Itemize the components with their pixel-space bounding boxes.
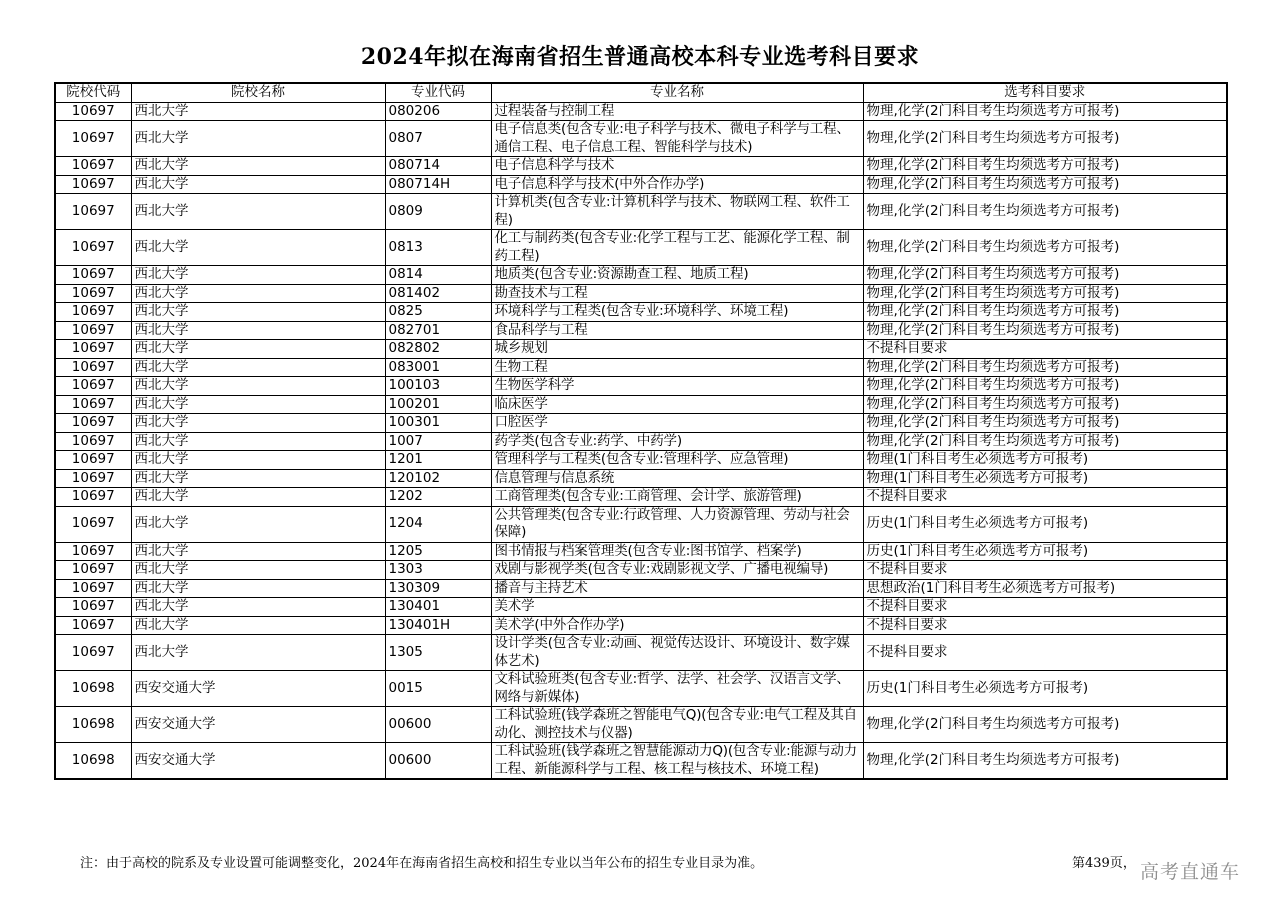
major-name-cell: 食品科学与工程: [491, 321, 863, 340]
subject-requirement-cell: 物理,化学(2门科目考生均须选考方可报考): [863, 377, 1227, 396]
major-name-cell: 电子信息科学与技术: [491, 157, 863, 176]
school-name-cell: 西北大学: [131, 616, 385, 635]
major-name-cell: 过程装备与控制工程: [491, 102, 863, 121]
table-body: [55, 102, 1227, 779]
subject-requirement-cell: 物理,化学(2门科目考生均须选考方可报考): [863, 303, 1227, 322]
school-code-cell: 10697: [55, 506, 131, 542]
school-code-cell: 10697: [55, 303, 131, 322]
major-name-cell: 文科试验班类(包含专业:哲学、法学、社会学、汉语言文学、网络与新媒体): [491, 671, 863, 707]
table-row: [55, 284, 1227, 303]
school-name-cell: 西北大学: [131, 414, 385, 433]
school-code-cell: 10697: [55, 542, 131, 561]
major-code-cell: 0015: [385, 671, 491, 707]
school-code-cell: 10697: [55, 414, 131, 433]
major-code-cell: 00600: [385, 743, 491, 780]
table-row: [55, 321, 1227, 340]
major-code-cell: 080714: [385, 157, 491, 176]
school-name-cell: 西北大学: [131, 579, 385, 598]
school-name-cell: 西北大学: [131, 451, 385, 470]
page-title: 2024年拟在海南省招生普通高校本科专业选考科目要求: [360, 44, 920, 70]
subject-requirement-cell: 物理,化学(2门科目考生均须选考方可报考): [863, 102, 1227, 121]
school-name-cell: 西北大学: [131, 194, 385, 230]
school-code-cell: 10697: [55, 488, 131, 507]
major-name-cell: 生物医学科学: [491, 377, 863, 396]
major-code-cell: 130401: [385, 598, 491, 617]
table-row: [55, 707, 1227, 743]
major-name-cell: 工商管理类(包含专业:工商管理、会计学、旅游管理): [491, 488, 863, 507]
table-row: [55, 102, 1227, 121]
school-code-cell: 10697: [55, 340, 131, 359]
major-code-cell: 081402: [385, 284, 491, 303]
subject-requirement-cell: 思想政治(1门科目考生必须选考方可报考): [863, 579, 1227, 598]
table-row: [55, 671, 1227, 707]
table-row: [55, 488, 1227, 507]
school-code-cell: 10697: [55, 395, 131, 414]
school-name-cell: 西北大学: [131, 175, 385, 194]
subject-requirement-cell: 不提科目要求: [863, 635, 1227, 671]
major-name-cell: 图书情报与档案管理类(包含专业:图书馆学、档案学): [491, 542, 863, 561]
page-number: 第439页，: [1072, 856, 1136, 871]
major-name-cell: 勘查技术与工程: [491, 284, 863, 303]
header-school-name: 院校名称: [131, 83, 385, 102]
table-row: [55, 230, 1227, 266]
major-code-cell: 120102: [385, 469, 491, 488]
header-subject-requirement: 选考科目要求: [863, 83, 1227, 102]
school-code-cell: 10698: [55, 671, 131, 707]
major-code-cell: 100301: [385, 414, 491, 433]
school-name-cell: 西北大学: [131, 303, 385, 322]
school-code-cell: 10697: [55, 377, 131, 396]
school-code-cell: 10698: [55, 707, 131, 743]
subject-requirement-cell: 历史(1门科目考生必须选考方可报考): [863, 671, 1227, 707]
table-row: [55, 157, 1227, 176]
subject-requirement-cell: 不提科目要求: [863, 561, 1227, 580]
school-name-cell: 西北大学: [131, 506, 385, 542]
school-code-cell: 10697: [55, 266, 131, 285]
school-code-cell: 10697: [55, 579, 131, 598]
major-code-cell: 080206: [385, 102, 491, 121]
subject-requirement-cell: 物理(1门科目考生必须选考方可报考): [863, 451, 1227, 470]
major-name-cell: 地质类(包含专业:资源勘查工程、地质工程): [491, 266, 863, 285]
subject-requirement-cell: 物理(1门科目考生必须选考方可报考): [863, 469, 1227, 488]
major-code-cell: 00600: [385, 707, 491, 743]
major-code-cell: 1204: [385, 506, 491, 542]
subject-requirement-cell: 不提科目要求: [863, 598, 1227, 617]
table-row: [55, 303, 1227, 322]
school-code-cell: 10697: [55, 102, 131, 121]
major-name-cell: 临床医学: [491, 395, 863, 414]
major-name-cell: 城乡规划: [491, 340, 863, 359]
major-name-cell: 设计学类(包含专业:动画、视觉传达设计、环境设计、数字媒体艺术): [491, 635, 863, 671]
table-row: [55, 194, 1227, 230]
major-code-cell: 100201: [385, 395, 491, 414]
school-name-cell: 西北大学: [131, 561, 385, 580]
school-code-cell: 10697: [55, 469, 131, 488]
school-code-cell: 10697: [55, 175, 131, 194]
subject-requirement-cell: 物理,化学(2门科目考生均须选考方可报考): [863, 321, 1227, 340]
major-code-cell: 080714H: [385, 175, 491, 194]
table-row: [55, 598, 1227, 617]
table-row: [55, 414, 1227, 433]
school-code-cell: 10697: [55, 284, 131, 303]
table-row: [55, 451, 1227, 470]
major-code-cell: 0807: [385, 121, 491, 157]
major-code-cell: 1205: [385, 542, 491, 561]
major-name-cell: 工科试验班(钱学森班之智慧能源动力Q)(包含专业:能源与动力工程、新能源科学与工程、核工程与核技术、环境工程): [491, 743, 863, 780]
school-name-cell: 西北大学: [131, 598, 385, 617]
school-name-cell: 西北大学: [131, 377, 385, 396]
school-name-cell: 西安交通大学: [131, 671, 385, 707]
school-code-cell: 10698: [55, 743, 131, 780]
major-code-cell: 082802: [385, 340, 491, 359]
school-name-cell: 西北大学: [131, 469, 385, 488]
table-row: [55, 542, 1227, 561]
major-code-cell: 0814: [385, 266, 491, 285]
major-code-cell: 130309: [385, 579, 491, 598]
table-row: [55, 432, 1227, 451]
subject-requirement-cell: 物理,化学(2门科目考生均须选考方可报考): [863, 157, 1227, 176]
header-major-name: 专业名称: [491, 83, 863, 102]
major-code-cell: 0809: [385, 194, 491, 230]
school-code-cell: 10697: [55, 194, 131, 230]
school-code-cell: 10697: [55, 230, 131, 266]
school-name-cell: 西北大学: [131, 340, 385, 359]
major-code-cell: 1201: [385, 451, 491, 470]
header-major-code: 专业代码: [385, 83, 491, 102]
subject-requirement-cell: 物理,化学(2门科目考生均须选考方可报考): [863, 414, 1227, 433]
footnote: 注：由于高校的院系及专业设置可能调整变化，2024年在海南省招生高校和招生专业以当年公布的招生专业目录为准。: [80, 856, 764, 871]
school-name-cell: 西北大学: [131, 432, 385, 451]
header-row: [55, 83, 1227, 102]
table-row: [55, 340, 1227, 359]
table-row: [55, 469, 1227, 488]
school-name-cell: 西安交通大学: [131, 743, 385, 780]
requirements-table: [54, 82, 1228, 780]
major-name-cell: 美术学(中外合作办学): [491, 616, 863, 635]
major-code-cell: 0825: [385, 303, 491, 322]
major-name-cell: 管理科学与工程类(包含专业:管理科学、应急管理): [491, 451, 863, 470]
major-name-cell: 播音与主持艺术: [491, 579, 863, 598]
major-code-cell: 1007: [385, 432, 491, 451]
subject-requirement-cell: 不提科目要求: [863, 340, 1227, 359]
table-row: [55, 395, 1227, 414]
subject-requirement-cell: 物理,化学(2门科目考生均须选考方可报考): [863, 358, 1227, 377]
major-code-cell: 100103: [385, 377, 491, 396]
major-name-cell: 环境科学与工程类(包含专业:环境科学、环境工程): [491, 303, 863, 322]
major-name-cell: 公共管理类(包含专业:行政管理、人力资源管理、劳动与社会保障): [491, 506, 863, 542]
subject-requirement-cell: 历史(1门科目考生必须选考方可报考): [863, 542, 1227, 561]
subject-requirement-cell: 物理,化学(2门科目考生均须选考方可报考): [863, 194, 1227, 230]
major-name-cell: 工科试验班(钱学森班之智能电气Q)(包含专业:电气工程及其自动化、测控技术与仪器): [491, 707, 863, 743]
school-name-cell: 西北大学: [131, 358, 385, 377]
school-name-cell: 西北大学: [131, 488, 385, 507]
major-code-cell: 083001: [385, 358, 491, 377]
school-code-cell: 10697: [55, 451, 131, 470]
school-code-cell: 10697: [55, 635, 131, 671]
table-row: [55, 506, 1227, 542]
table-row: [55, 579, 1227, 598]
major-code-cell: 0813: [385, 230, 491, 266]
major-name-cell: 美术学: [491, 598, 863, 617]
major-name-cell: 电子信息类(包含专业:电子科学与技术、微电子科学与工程、通信工程、电子信息工程、智能科学与技术): [491, 121, 863, 157]
major-code-cell: 1202: [385, 488, 491, 507]
subject-requirement-cell: 历史(1门科目考生必须选考方可报考): [863, 506, 1227, 542]
major-code-cell: 082701: [385, 321, 491, 340]
major-code-cell: 1303: [385, 561, 491, 580]
school-name-cell: 西北大学: [131, 230, 385, 266]
school-name-cell: 西北大学: [131, 157, 385, 176]
table-row: [55, 743, 1227, 780]
subject-requirement-cell: 物理,化学(2门科目考生均须选考方可报考): [863, 395, 1227, 414]
school-name-cell: 西北大学: [131, 121, 385, 157]
subject-requirement-cell: 不提科目要求: [863, 488, 1227, 507]
subject-requirement-cell: 物理,化学(2门科目考生均须选考方可报考): [863, 743, 1227, 780]
school-name-cell: 西北大学: [131, 321, 385, 340]
subject-requirement-cell: 不提科目要求: [863, 616, 1227, 635]
major-name-cell: 信息管理与信息系统: [491, 469, 863, 488]
table-row: [55, 377, 1227, 396]
school-name-cell: 西安交通大学: [131, 707, 385, 743]
school-name-cell: 西北大学: [131, 284, 385, 303]
school-name-cell: 西北大学: [131, 395, 385, 414]
school-code-cell: 10697: [55, 561, 131, 580]
subject-requirement-cell: 物理,化学(2门科目考生均须选考方可报考): [863, 432, 1227, 451]
table-row: [55, 561, 1227, 580]
table-row: [55, 635, 1227, 671]
subject-requirement-cell: 物理,化学(2门科目考生均须选考方可报考): [863, 121, 1227, 157]
subject-requirement-cell: 物理,化学(2门科目考生均须选考方可报考): [863, 284, 1227, 303]
school-name-cell: 西北大学: [131, 635, 385, 671]
subject-requirement-cell: 物理,化学(2门科目考生均须选考方可报考): [863, 266, 1227, 285]
table-header: [55, 83, 1227, 102]
table-row: [55, 175, 1227, 194]
major-name-cell: 化工与制药类(包含专业:化学工程与工艺、能源化学工程、制药工程): [491, 230, 863, 266]
watermark: 高考直通车: [1140, 861, 1241, 883]
table-row: [55, 266, 1227, 285]
school-code-cell: 10697: [55, 616, 131, 635]
table-row: [55, 121, 1227, 157]
school-name-cell: 西北大学: [131, 266, 385, 285]
school-code-cell: 10697: [55, 321, 131, 340]
major-name-cell: 戏剧与影视学类(包含专业:戏剧影视文学、广播电视编导): [491, 561, 863, 580]
major-name-cell: 口腔医学: [491, 414, 863, 433]
subject-requirement-cell: 物理,化学(2门科目考生均须选考方可报考): [863, 175, 1227, 194]
major-name-cell: 生物工程: [491, 358, 863, 377]
major-name-cell: 电子信息科学与技术(中外合作办学): [491, 175, 863, 194]
school-code-cell: 10697: [55, 432, 131, 451]
table-row: [55, 616, 1227, 635]
major-code-cell: 1305: [385, 635, 491, 671]
table-row: [55, 358, 1227, 377]
school-code-cell: 10697: [55, 358, 131, 377]
major-name-cell: 计算机类(包含专业:计算机科学与技术、物联网工程、软件工程): [491, 194, 863, 230]
major-name-cell: 药学类(包含专业:药学、中药学): [491, 432, 863, 451]
school-code-cell: 10697: [55, 157, 131, 176]
major-code-cell: 130401H: [385, 616, 491, 635]
school-code-cell: 10697: [55, 121, 131, 157]
school-name-cell: 西北大学: [131, 102, 385, 121]
school-name-cell: 西北大学: [131, 542, 385, 561]
header-school-code: 院校代码: [55, 83, 131, 102]
subject-requirement-cell: 物理,化学(2门科目考生均须选考方可报考): [863, 230, 1227, 266]
school-code-cell: 10697: [55, 598, 131, 617]
subject-requirement-cell: 物理,化学(2门科目考生均须选考方可报考): [863, 707, 1227, 743]
